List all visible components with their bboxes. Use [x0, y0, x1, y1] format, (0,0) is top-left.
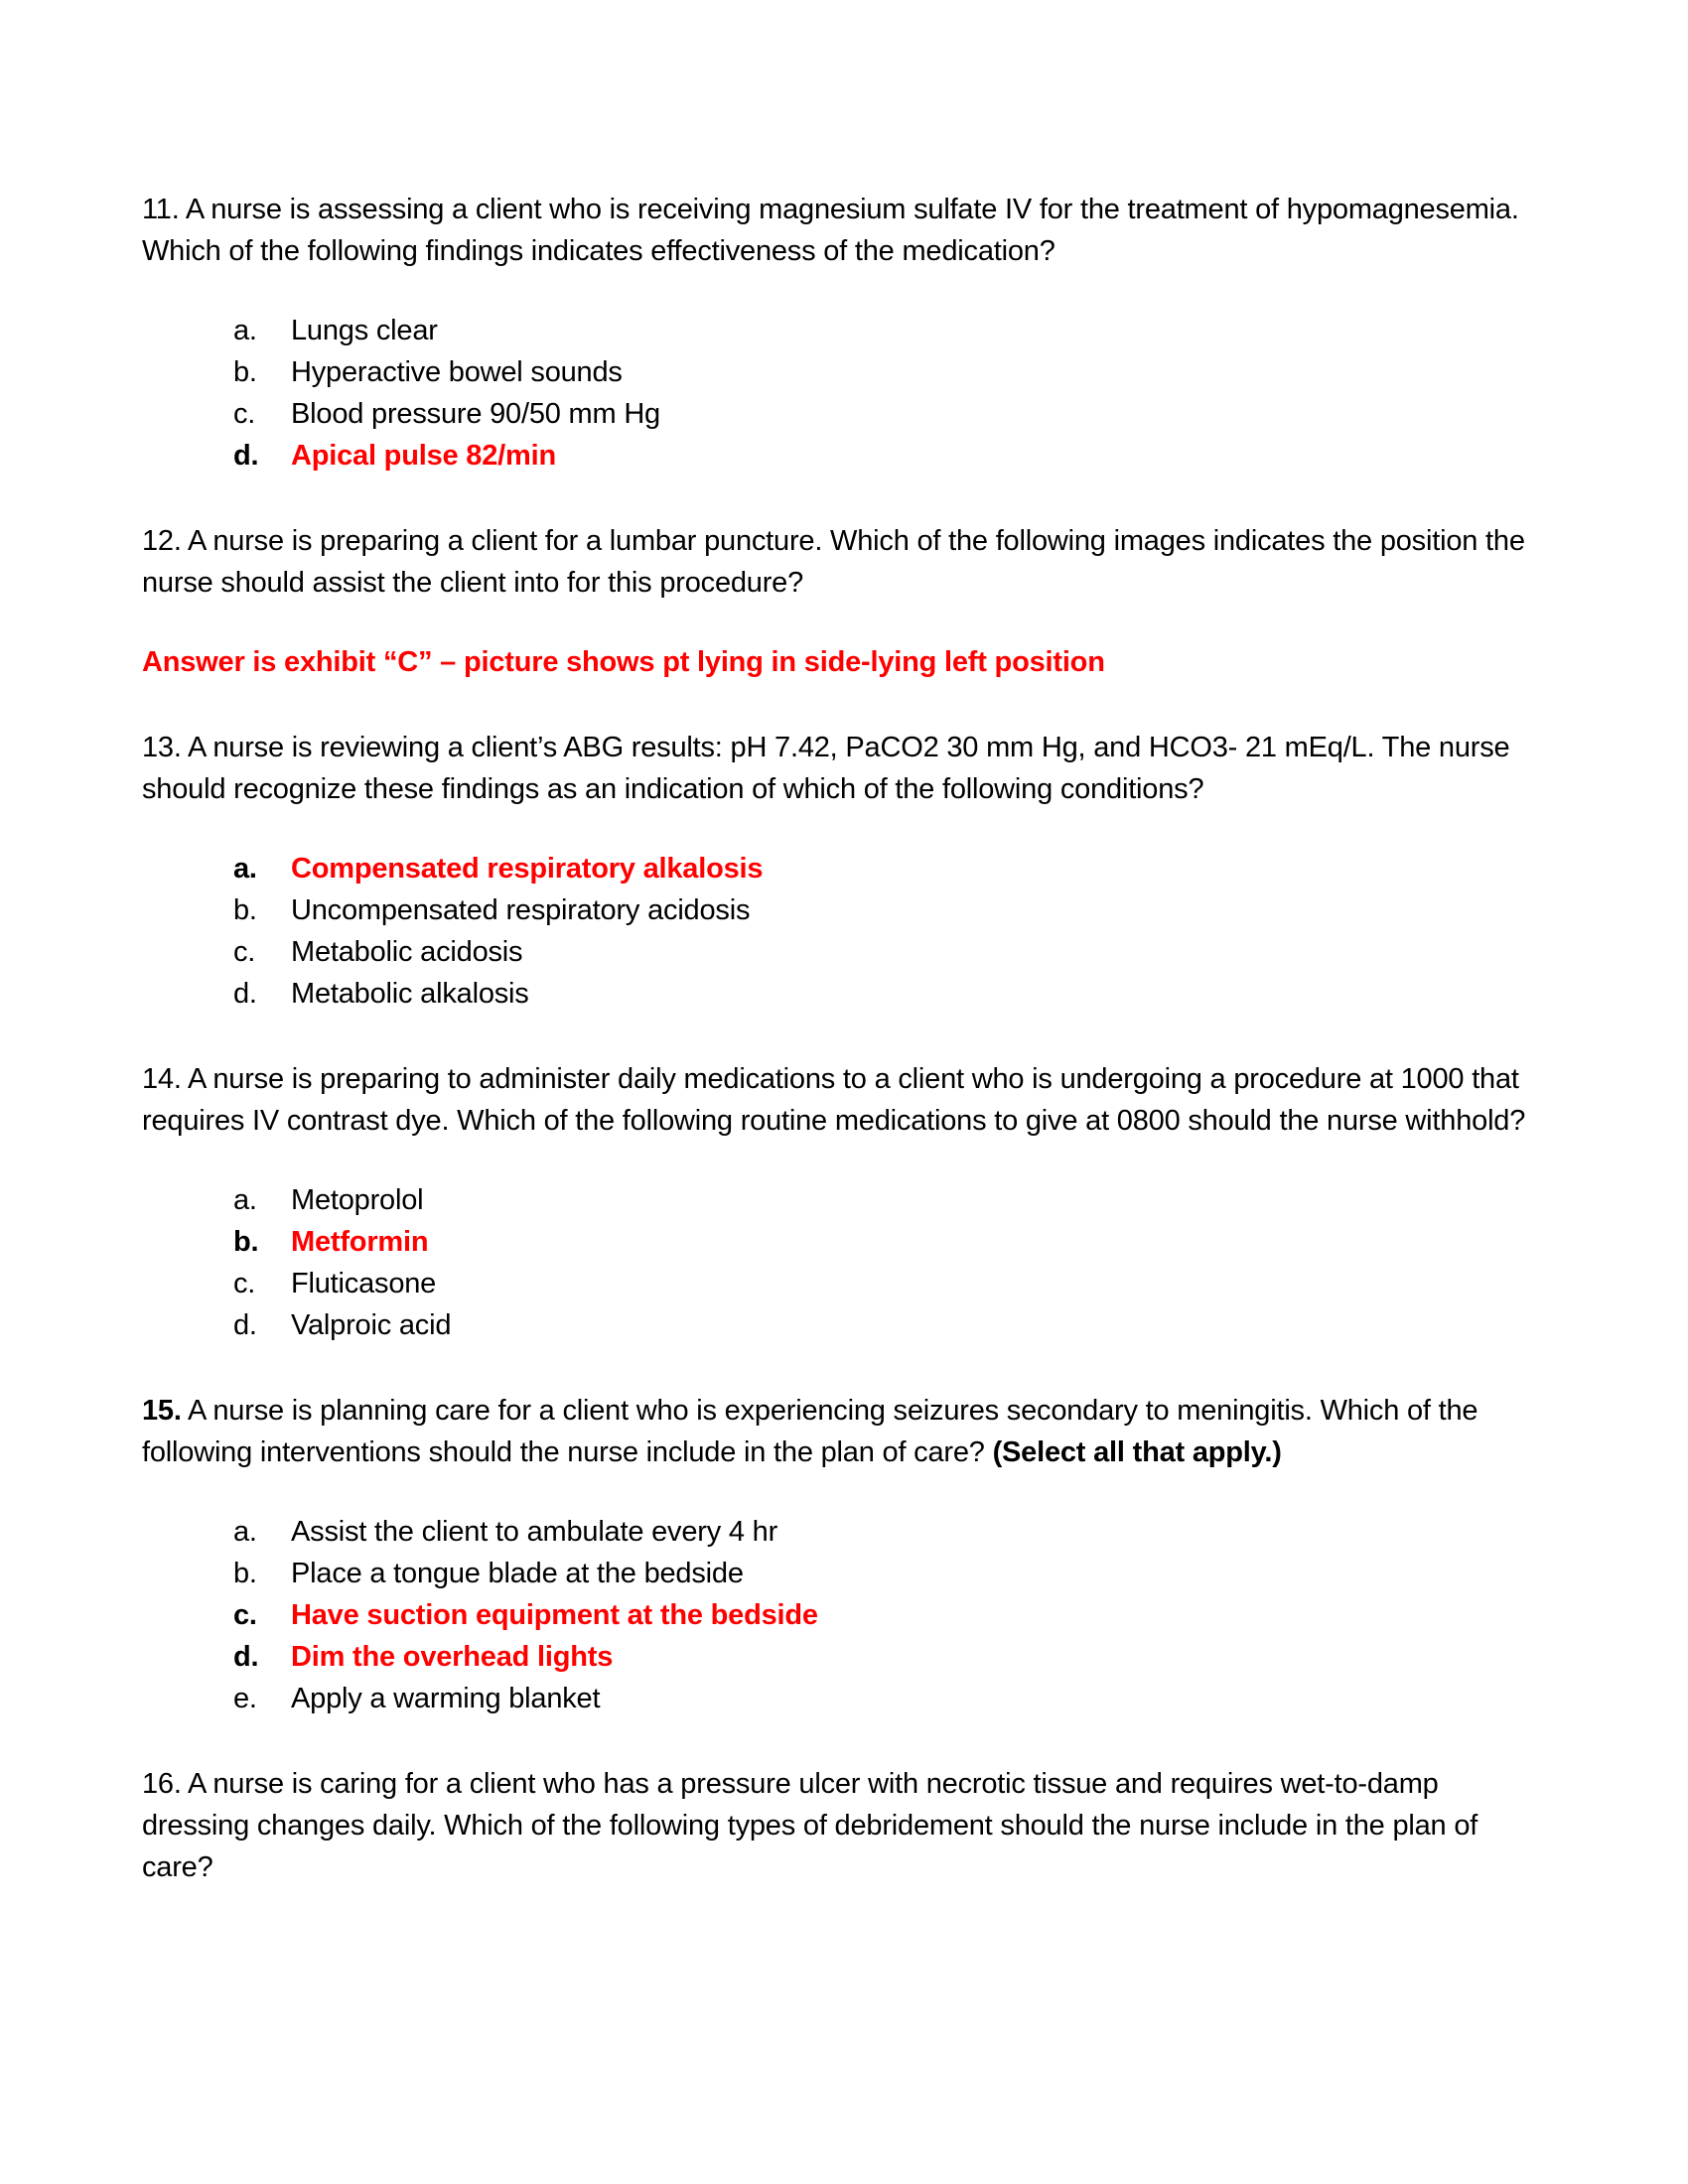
- question-text-segment: 14. A nurse is preparing to administer daily medications to a client who is undergoing a procedure at 1000 that requires IV contrast dye. Which of the following routine medications to give at 0800 should the nurse withhold?: [142, 1063, 1526, 1137]
- option-item: [142, 1221, 1546, 1263]
- question-block: [142, 1058, 1546, 1346]
- option-item: [142, 889, 1546, 931]
- option-item: [142, 1179, 1546, 1221]
- option-item: [142, 393, 1546, 435]
- question-block: [142, 1390, 1546, 1719]
- option-letter: c.: [233, 398, 256, 430]
- option-letter: b.: [233, 894, 257, 926]
- option-text: Compensated respiratory alkalosis: [291, 853, 764, 885]
- question-block: [142, 727, 1546, 1015]
- option-text: Assist the client to ambulate every 4 hr: [291, 1516, 778, 1548]
- option-item: [142, 1553, 1546, 1594]
- question-block: [142, 520, 1546, 683]
- option-letter: d.: [233, 440, 259, 472]
- question-text: [142, 1763, 1546, 1888]
- options-list: [142, 1511, 1546, 1719]
- option-text: Have suction equipment at the bedside: [291, 1599, 818, 1631]
- options-list: [142, 848, 1546, 1015]
- option-item: [142, 973, 1546, 1015]
- question-text: [142, 520, 1546, 604]
- option-text: Metoprolol: [291, 1184, 424, 1216]
- option-text: Apply a warming blanket: [291, 1683, 601, 1714]
- question-text: [142, 1058, 1546, 1142]
- option-letter: a.: [233, 853, 257, 885]
- question-text-segment: 13. A nurse is reviewing a client’s ABG results: pH 7.42, PaCO2 30 mm Hg, and HCO3- 21 mEq/L. The nurse should recognize these findings as an indication of which of the following conditions?: [142, 732, 1510, 805]
- option-item: [142, 310, 1546, 351]
- question-block: [142, 189, 1546, 477]
- option-letter: c.: [233, 1599, 257, 1631]
- option-item: [142, 1263, 1546, 1304]
- option-item: [142, 931, 1546, 973]
- option-item: [142, 1594, 1546, 1636]
- option-letter: d.: [233, 1309, 257, 1341]
- question-text: [142, 189, 1546, 272]
- option-item: [142, 351, 1546, 393]
- question-text: [142, 727, 1546, 810]
- option-text: Dim the overhead lights: [291, 1641, 614, 1673]
- option-text: Hyperactive bowel sounds: [291, 356, 623, 388]
- option-letter: a.: [233, 1184, 257, 1216]
- option-item: [142, 848, 1546, 889]
- option-item: [142, 1636, 1546, 1678]
- question-text-segment: 15.: [142, 1395, 182, 1427]
- option-text: Blood pressure 90/50 mm Hg: [291, 398, 660, 430]
- option-item: [142, 1511, 1546, 1553]
- option-text: Uncompensated respiratory acidosis: [291, 894, 751, 926]
- option-item: [142, 435, 1546, 477]
- option-letter: c.: [233, 1268, 256, 1299]
- option-letter: a.: [233, 315, 257, 346]
- question-text-segment: 12. A nurse is preparing a client for a lumbar puncture. Which of the following images indicates the position the nurse should assist the client into for this procedure?: [142, 525, 1525, 599]
- option-letter: b.: [233, 356, 257, 388]
- option-text: Place a tongue blade at the bedside: [291, 1558, 744, 1589]
- option-text: Fluticasone: [291, 1268, 437, 1299]
- options-list: [142, 1179, 1546, 1346]
- option-text: Lungs clear: [291, 315, 438, 346]
- option-letter: a.: [233, 1516, 257, 1548]
- option-text: Metabolic acidosis: [291, 936, 523, 968]
- question-text-segment: (Select all that apply.): [992, 1436, 1282, 1468]
- question-text-segment: A nurse is planning care for a client who is experiencing seizures secondary to meningitis. Which of the following interventions should the nurse include in the plan of care?: [142, 1395, 1478, 1468]
- answer-note: Answer is exhibit “C” – picture shows pt lying in side-lying left position: [142, 646, 1105, 678]
- option-item: [142, 1304, 1546, 1346]
- option-text: Metformin: [291, 1226, 429, 1258]
- option-text: Apical pulse 82/min: [291, 440, 556, 472]
- option-letter: d.: [233, 1641, 259, 1673]
- option-letter: c.: [233, 936, 256, 968]
- options-list: [142, 310, 1546, 477]
- option-item: [142, 1678, 1546, 1719]
- option-text: Metabolic alkalosis: [291, 978, 529, 1010]
- option-letter: b.: [233, 1226, 259, 1258]
- question-block: [142, 1763, 1546, 1888]
- option-letter: e.: [233, 1683, 257, 1714]
- option-text: Valproic acid: [291, 1309, 452, 1341]
- question-text: [142, 1390, 1546, 1473]
- option-letter: b.: [233, 1558, 257, 1589]
- question-text-segment: 16. A nurse is caring for a client who has a pressure ulcer with necrotic tissue and requires wet-to-damp dressing changes daily. Which of the following types of debridement should the nurse include in the plan of care?: [142, 1768, 1478, 1883]
- option-letter: d.: [233, 978, 257, 1010]
- question-text-segment: 11. A nurse is assessing a client who is receiving magnesium sulfate IV for the treatment of hypomagnesemia. Which of the following findings indicates effectiveness of the medication?: [142, 194, 1519, 267]
